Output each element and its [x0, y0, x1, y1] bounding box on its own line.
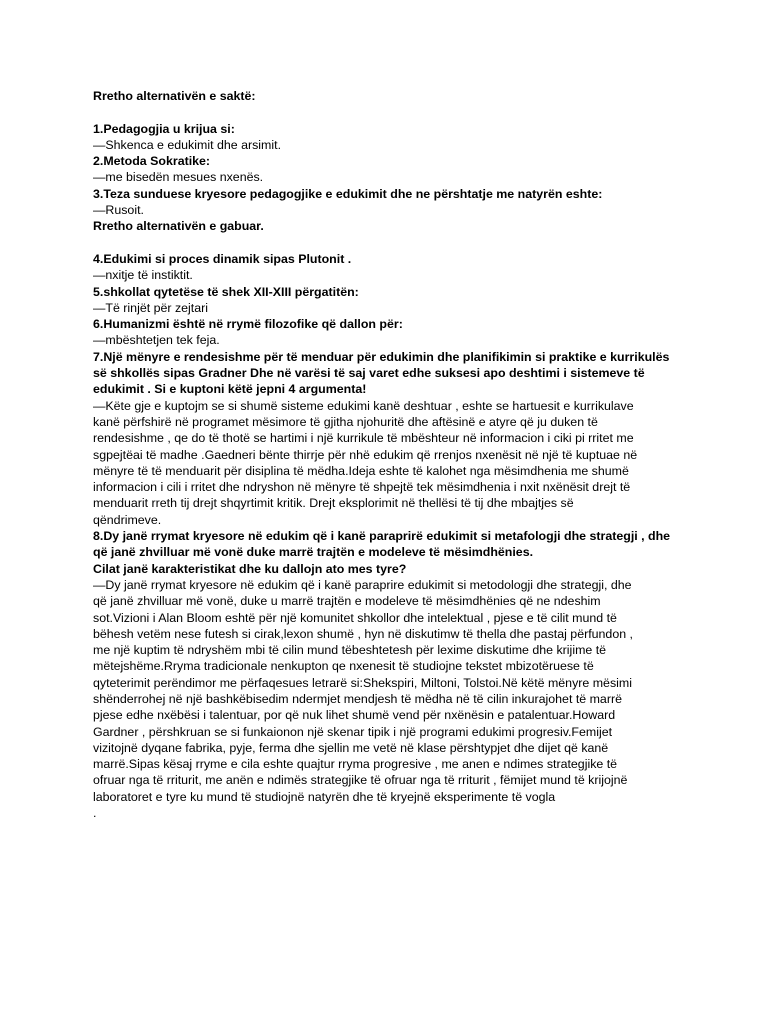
question-line: 8.Dy janë rrymat kryesore në edukim që i kanë paraprirë edukimit si metafologji dhe strategji , dhe — [93, 529, 671, 544]
text-line: informacion i cili i rritet dhe ndryshon në mënyre të shpejtë tek mësimdhenia i nxit nxënësit drejt të — [93, 480, 631, 495]
text-line: —Dy janë rrymat kryesore në edukim që i kanë paraprire edukimit si metodologji dhe strategji, dhe — [93, 577, 632, 592]
question-line: Cilat janë karakteristikat dhe ku dallojn ato mes tyre? — [93, 561, 407, 576]
text-line: shënderrohej në një bashkëbisedim ndermjet mendjesh të mëdha në të cilin inkurajohet të marrë — [93, 691, 622, 706]
text-line: —mbështetjen tek feja. — [93, 333, 220, 348]
text-line: ofruar nga të rriturit, me anën e ndimës strategjike të ofruar nga të rriturit , fëmijet mund të krijojnë — [93, 773, 628, 788]
question-line: 6.Humanizmi është në rrymë filozofike që dallon për: — [93, 317, 403, 332]
text-line: sot.Vizioni i Alan Bloom eshtë për një komunitet shkollor dhe intelektual , pjese e të cilit mund të — [93, 610, 617, 625]
question-line: 2.Metoda Sokratike: — [93, 154, 211, 169]
text-line: qëndrimeve. — [93, 512, 162, 527]
text-line: laboratoret e tyre ku mund të studiojnë natyrën dhe të kryejnë eksperimente të vogla — [93, 789, 556, 804]
question-line: Rretho alternativën e saktë: — [93, 89, 256, 103]
question-line: 1.Pedagogjia u krijua si: — [93, 121, 235, 136]
text-line: që janë zhvilluar më vonë, duke u marrë trajtën e modeleve të mësimdhënies që ne ndeshim — [93, 594, 601, 609]
text-line: menduarit rreth tij drejt shqyrtimit kritik. Drejt eksplorimit në thellësi të tij dhe mbajtjes së — [93, 496, 574, 511]
text-line: —Këte gje e kuptojm se si shumë sisteme edukimi kanë deshtuar , eshte se hartuesit e kurrikulave — [93, 398, 634, 413]
question-line: 3.Teza sunduese kryesore pedagogjike e edukimit dhe ne përshtatje me natyrën eshte: — [93, 186, 603, 201]
text-line: . — [93, 806, 97, 821]
text-line: rendesishme , qe do të thotë se hartimi i një kurrikule të mbështeur në informacion i ciki pi rritet me — [93, 431, 634, 446]
text-line: marrë.Sipas kësaj rryme e cila eshte quajtur rryma progresive , me anen e ndimes strategjike të — [93, 757, 618, 772]
text-line: kanë përfshirë në programet mësimore të gjitha njohuritë dhe aftësinë e atyre që ju duken të — [93, 414, 598, 429]
text-line: —Të rinjët për zejtari — [93, 300, 208, 315]
question-line: së shkollës sipas Gradner Dhe në varësi të saj varet edhe suksesi apo deshtimi i sistemeve të — [93, 366, 645, 381]
text-line: —Shkenca e edukimit dhe arsimit. — [93, 137, 282, 152]
question-line: edukimit . Si e kuptoni këtë jepni 4 argumenta! — [93, 382, 367, 397]
question-line: Rretho alternativën e gabuar. — [93, 219, 264, 234]
question-line: 7.Një mënyre e rendesishme për të menduar për edukimin dhe planifikimin si praktike e kurrikulës — [93, 349, 670, 364]
text-line — [93, 104, 683, 120]
text-line: Gardner , përshkruan se si funkaionon një skenar tipik i një programi edukimi progresiv.Femijet — [93, 724, 613, 739]
text-line: bëhesh vetëm nese futesh si cirak,lexon shumë , hyn në diskutimw të thella dhe pastaj përfundon , — [93, 626, 633, 641]
question-line: 5.shkollat qytetëse të shek XII-XIII përgatitën: — [93, 284, 359, 299]
text-line: sgpejtëai të madhe .Gaedneri bënte thirrje për nhë edukim që rrenjos nxenësit në një të kuptuae në — [93, 447, 638, 462]
document-body — [93, 88, 683, 821]
text-line: me një kuptim të ndryshëm mbi të cilin mund tëbeshtetesh për lexime diskutime dhe krijime të — [93, 643, 607, 658]
document-page — [93, 88, 683, 821]
question-line: 4.Edukimi si proces dinamik sipas Plutonit . — [93, 251, 352, 266]
text-line: qyteterimit perëndimor me përfaqesues letrarë si:Shekspiri, Miltoni, Tolstoi.Në këtë mënyre mësimi — [93, 675, 632, 690]
text-line: —nxitje të instiktit. — [93, 268, 193, 283]
text-line: —Rusoit. — [93, 203, 144, 218]
text-line: pjese edhe nxëbësi i talentuar, por që nuk lihet shumë vend për nxënësin e patalentuar.Howard — [93, 708, 616, 723]
text-line: mëtejshëme.Rryma tradicionale nenkupton qe nxenesit të studiojne tekstet mbizotëruese të — [93, 659, 594, 674]
text-line — [93, 235, 683, 251]
text-line: —me bisedën mesues nxenës. — [93, 170, 264, 185]
question-line: që janë zhvilluar më vonë duke marrë trajtën e modeleve të mësimdhënies. — [93, 545, 534, 560]
text-line: vizitojnë dyqane fabrika, pyje, ferma dhe sjellin me vetë në klase përshtypjet dhe dijet që kanë — [93, 740, 609, 755]
text-line: mënyre të të menduarit për disiplina të mëdha.Ideja eshte të kalohet nga mësimdhenia me shumë — [93, 463, 629, 478]
